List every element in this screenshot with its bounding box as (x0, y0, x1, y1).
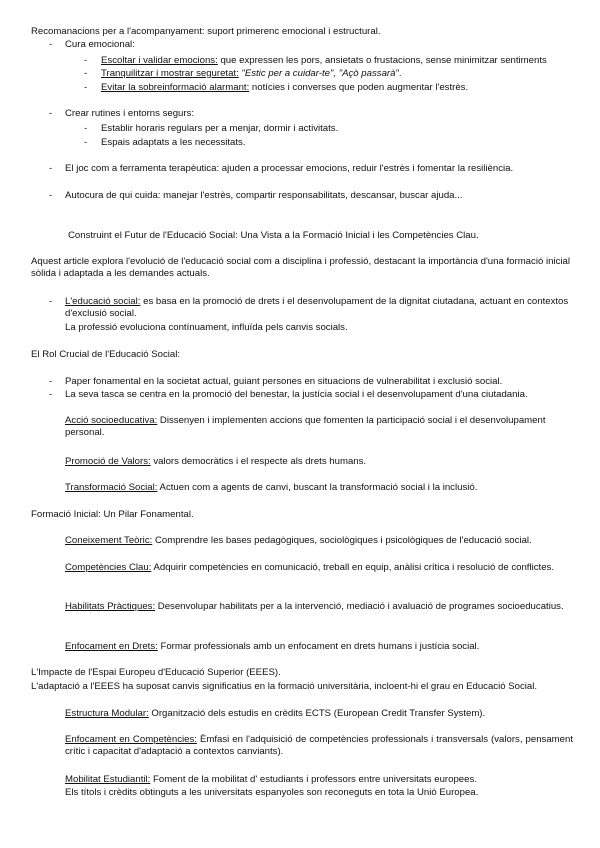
dash-marker: - (84, 55, 88, 66)
list-item: La seva tasca se centra en la promoció del benestar, la justícia social i el desenvolupament d'una ciutadania. (65, 389, 528, 400)
section-heading-role: El Rol Crucial de l'Educació Social: (31, 349, 181, 360)
paragraph-continuation: La professió evoluciona contínuament, influïda pels canvis socials. (65, 322, 348, 333)
selfcare-item: Autocura de qui cuida: manejar l'estrès, compartir responsabilitats, descansar, buscar ajuda... (65, 190, 463, 201)
routines-title: Crear rutines i entorns segurs: (65, 108, 195, 119)
definition-item: Enfocament en Drets: Formar professionals amb un enfocament en drets humans i justícia social. (65, 641, 480, 652)
emotional-care-title: Cura emocional: (65, 39, 135, 50)
definition-item: Transformació Social: Actuen com a agents de canvi, buscant la transformació social i la inclusió. (65, 482, 478, 493)
dash-marker: - (49, 39, 53, 50)
definition-item: Acció socioeducativa: Dissenyen i implementen accions que fomenten la participació social i el desenvolupament personal. (65, 415, 546, 438)
dash-marker: - (84, 123, 88, 134)
article-intro: Aquest article explora l'evolució de l'educació social com a disciplina i professió, destacant la importància d'una formació inicial sòlida i adaptada a les demandes actuals. (31, 256, 570, 279)
definition-item: Mobilitat Estudiantil: Foment de la mobilitat d' estudiants i professors entre universitats europees. (65, 774, 477, 785)
dash-marker: - (84, 68, 88, 79)
definition-item: Enfocament en Competències: Èmfasi en l'adquisició de competències professionals i transversals (valors, pensament crític i capacitat d'adaptació a contextos canviants). (65, 734, 573, 757)
list-item: Escoltar i validar emocions: que expressen les pors, ansietats o frustacions, sense minimitzar sentiments (101, 55, 547, 66)
list-item: L'educació social: es basa en la promoció de drets i el desenvolupament de la dignitat ciutadana, actuant en contextos d'exclusió social. (65, 296, 569, 319)
eees-intro: L'adaptació a l'EEES ha suposat canvis significatius en la formació universitària, incloent-hi el grau en Educació Social. (31, 681, 538, 692)
list-item: Establir horaris regulars per a menjar, dormir i activitats. (101, 123, 339, 134)
list-item: Tranquilitzar i mostrar seguretat: "Estic per a cuidar-te", "Açò passarà". (101, 68, 402, 79)
list-item: Evitar la sobreinformació alarmant: notícies i converses que poden augmentar l'estrès. (101, 82, 469, 93)
dash-marker: - (84, 82, 88, 93)
dash-marker: - (49, 376, 53, 387)
section-heading-recommendations: Recomanacions per a l'acompanyament: suport primerenc emocional i estructural. (31, 26, 381, 37)
dash-marker: - (49, 190, 53, 201)
dash-marker: - (49, 296, 53, 307)
definition-item: Estructura Modular: Organització dels estudis en crèdits ECTS (European Credit Transfer System). (65, 708, 486, 719)
dash-marker: - (49, 389, 53, 400)
definition-item: Competències Clau: Adquirir competències en comunicació, treball en equip, anàlisi crítica i resolució de conflictes. (65, 562, 554, 573)
dash-marker: - (84, 137, 88, 148)
definition-item: Promoció de Valors: valors democràtics i el respecte als drets humans. (65, 456, 367, 467)
play-item: El joc com a ferramenta terapèutica: ajuden a processar emocions, reduir l'estrès i fomentar la resiliència. (65, 163, 514, 174)
section-heading-training: Formació Inicial: Un Pilar Fonamental. (31, 509, 194, 520)
definition-item: Coneixement Teòric: Comprendre les bases pedagògiques, sociològiques i psicològiques de l'educació social. (65, 535, 532, 546)
list-item: Espais adaptats a les necessitats. (101, 137, 246, 148)
list-item: Paper fonamental en la societat actual, guiant persones en situacions de vulnerabilitat i exclusió social. (65, 376, 503, 387)
article-title: Construint el Futur de l'Educació Social: Una Vista a la Formació Inicial i les Competències Clau. (68, 230, 479, 241)
dash-marker: - (49, 163, 53, 174)
dash-marker: - (49, 108, 53, 119)
definition-item: Habilitats Pràctiques: Desenvolupar habilitats per a la intervenció, mediació i avaluació de programes socioeducatius. (65, 601, 564, 612)
closing-line: Els títols i crèdits obtinguts a les universitats espanyoles son reconeguts en tota la Unió Europea. (65, 787, 479, 798)
section-heading-eees: L'Impacte de l'Espai Europeu d'Educació Superior (EEES). (31, 667, 281, 678)
